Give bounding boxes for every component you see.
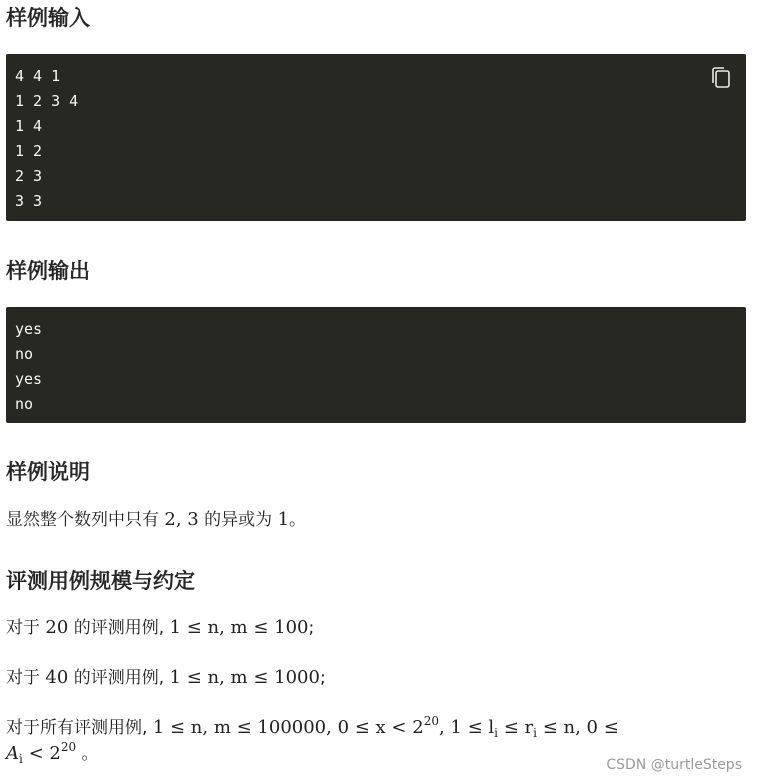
code-line: 1 2 xyxy=(15,142,43,160)
math-exponent: 20 xyxy=(60,740,77,754)
math-fragment: ≤ n, 0 ≤ xyxy=(536,717,619,738)
math-fragment: A xyxy=(6,743,19,764)
problem-page xyxy=(6,0,746,767)
code-line: 4 4 1 xyxy=(15,67,61,85)
text-fragment: 对于所有评测用例, xyxy=(6,718,153,738)
math-subscript: i xyxy=(19,752,23,766)
constraints-heading: 评测用例规模与约定 xyxy=(6,569,195,593)
text-fragment: 。 xyxy=(289,510,307,530)
math-fragment: ≤ r xyxy=(498,717,534,738)
text-fragment: ; xyxy=(319,668,326,688)
sample-input-code-block xyxy=(6,54,746,221)
copy-icon xyxy=(710,66,732,90)
math-exponent: 20 xyxy=(423,714,439,728)
code-line: 1 4 xyxy=(15,117,43,135)
text-fragment: 显然整个数列中只有 xyxy=(6,510,165,530)
math-expression xyxy=(6,740,77,766)
math-fragment: , 1 ≤ l xyxy=(438,717,495,738)
math-expression: 1 xyxy=(277,509,290,530)
math-expression xyxy=(152,714,619,740)
code-line: yes xyxy=(15,370,43,388)
code-line: no xyxy=(15,395,34,413)
text-fragment: 的异或为 xyxy=(198,510,278,530)
math-expression: 2, 3 xyxy=(164,509,199,530)
sample-explanation-text xyxy=(6,507,746,533)
math-fragment: 1 ≤ n, m ≤ 100000, 0 ≤ x < 2 xyxy=(152,717,424,738)
math-subscript: i xyxy=(533,726,537,740)
code-line: yes xyxy=(15,320,43,338)
math-fragment: < 2 xyxy=(22,743,61,764)
code-line: 2 3 xyxy=(15,167,43,185)
sample-output-code-block xyxy=(6,307,746,423)
math-expression: 40 xyxy=(45,667,69,688)
text-fragment: 对于 xyxy=(6,668,46,688)
sample-output-heading: 样例输出 xyxy=(6,259,90,283)
csdn-watermark: CSDN @turtleSteps xyxy=(606,757,742,773)
constraint-line xyxy=(6,665,746,691)
math-subscript: i xyxy=(494,726,498,740)
text-fragment: ; xyxy=(308,618,315,638)
text-fragment: 的评测用例, xyxy=(68,668,170,688)
constraint-line xyxy=(6,615,746,641)
math-expression: 1 ≤ n, m ≤ 1000 xyxy=(169,667,320,688)
code-line: 3 3 xyxy=(15,192,43,210)
text-fragment: 对于 xyxy=(6,618,46,638)
text-fragment: 的评测用例, xyxy=(68,618,170,638)
math-expression: 1 ≤ n, m ≤ 100 xyxy=(169,617,309,638)
code-line: 1 2 3 4 xyxy=(15,92,79,110)
text-fragment: 。 xyxy=(76,744,99,764)
sample-input-heading: 样例输入 xyxy=(6,6,90,30)
math-expression: 20 xyxy=(45,617,69,638)
copy-button[interactable] xyxy=(710,66,732,90)
sample-explanation-heading: 样例说明 xyxy=(6,460,90,484)
code-line: no xyxy=(15,345,34,363)
